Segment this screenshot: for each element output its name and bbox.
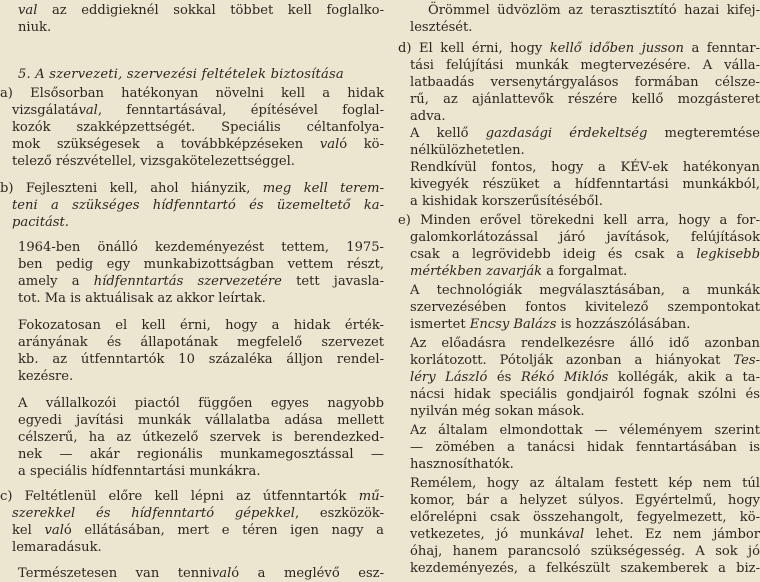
text-line: ben pedig egy munkabizottságban vettem részt, — [18, 257, 384, 272]
text-line: vizsgálatával, fenntartásával, építésével foglal- — [12, 103, 384, 118]
text-line: Az általam elmondottak — véleményem szerint — [410, 423, 760, 438]
text-line: A kellő gazdasági érdekeltség megteremtése — [410, 126, 760, 141]
text-line: kozók szakképzettségét. Speciális céltanfolya- — [12, 120, 384, 135]
text-line: latbaadás versenytárgyalásos formában célsze- — [410, 75, 760, 90]
text-line: csak a legrövidebb ideig és csak a legkisebb — [410, 247, 760, 262]
text-line: val az eddigieknél sokkal többet kell foglalko- — [18, 3, 384, 18]
text-line: kezésre. — [18, 369, 74, 384]
text-line: lemaradásuk. — [12, 540, 102, 555]
text-line: Természetesen van tennivaló a meglévő esz- — [18, 566, 384, 581]
text-line: 5. A szervezeti, szervezési feltételek biztosítása — [18, 67, 344, 82]
text-line: nek — akár regionális munkamegosztással — — [18, 447, 384, 462]
text-line: a) Elsősorban hatékonyan növelni kell a hidak — [0, 86, 384, 101]
text-line: korlátozott. Pótolják azonban a hiányokat Tes- — [410, 353, 760, 368]
text-line: telező részvétellel, vizsgakötelezettséggel. — [12, 154, 295, 169]
text-line: komor, bár a helyzet súlyos. Egyértelmű, hogy — [410, 493, 760, 508]
text-line: pacitást. — [12, 215, 69, 230]
text-line: kel való ellátásában, mert e téren igen nagy a — [12, 523, 384, 538]
text-line: Fokozatosan el kell érni, hogy a hidak érték- — [18, 318, 384, 333]
text-line: d) El kell érni, hogy kellő időben jusson a fenntar- — [398, 41, 760, 56]
text-line: tási felújítási munkák megtervezésére. A válla- — [410, 58, 760, 73]
text-line: nyilván még sokan mások. — [410, 404, 585, 419]
text-line: arányának és állapotának megfelelő szervezet — [18, 335, 384, 350]
text-line: galomkorlátozással járó javítások, felújítások — [410, 230, 760, 245]
text-line: kezdeményezés, a felkészült szakemberek a biz- — [410, 561, 760, 576]
text-line: kb. az útfenntartók 10 százaléka álljon rendel- — [18, 352, 384, 367]
text-line: Remélem, hogy az általam festett kép nem túl — [410, 476, 760, 491]
text-line: b) Fejleszteni kell, ahol hiányzik, meg kell terem- — [0, 181, 385, 196]
text-line: vetkezetes, jó munkával lehet. Ez nem jámbor — [410, 527, 760, 542]
text-line: nácsi hidak speciális gondjairól fognak szólni és — [410, 387, 760, 402]
text-line: Örömmel üdvözlöm az terasztisztító hazai kifej- — [428, 3, 760, 18]
text-line: egyedi javítási munkák vállalatba adása mellett — [18, 413, 384, 428]
text-line: szerekkel és hídfenntartó gépekkel, eszközök- — [12, 506, 384, 521]
text-line: a kishidak korszerűsítéséből. — [410, 194, 603, 209]
text-line: hasznosíthatók. — [410, 457, 514, 472]
text-line: A technológiák megválasztásában, a munkák — [410, 283, 760, 298]
text-line: kivegyék részüket a hídfenntartási munkákból, — [410, 177, 760, 192]
text-line: niuk. — [18, 20, 52, 35]
text-line: e) Minden erővel törekedni kell arra, hogy a for- — [398, 213, 760, 228]
text-line: tot. Ma is aktuálisak az akkor leírtak. — [18, 291, 266, 306]
text-line: 1964-ben önálló kezdeményezést tettem, 1975- — [18, 240, 384, 255]
text-line: előrelépni csak összehangolt, fegyelmezett, kö- — [410, 510, 760, 525]
text-line: mértékben zavarják a forgalmat. — [410, 264, 628, 279]
text-line: ismertet Encsy Balázs is hozzászólásában. — [410, 317, 691, 332]
text-line: a speciális hídfenntartási munkákra. — [18, 464, 261, 479]
text-line: célszerű, ha az útkezelő szervek is berendezked- — [18, 430, 384, 445]
text-line: adva. — [410, 109, 446, 124]
text-line: mok szükségesek a továbbképzéseken való kö- — [12, 137, 384, 152]
text-line: léry László és Rékó Miklós kollégák, akik a ta- — [410, 370, 760, 385]
text-line: Rendkívül fontos, hogy a KÉV-ek hatékonyan — [410, 160, 760, 175]
text-line: szervezésében fontos kivitelező szempontokat — [410, 300, 760, 315]
text-line: c) Feltétlenül előre kell lépni az útfenntartók mű- — [0, 489, 384, 504]
text-line: rű, az ajánlattevők részére kellő mozgásteret — [410, 92, 760, 107]
text-line: óhaj, hanem parancsoló szükségesség. A sok jó — [410, 544, 760, 559]
text-line: A vállalkozói piactól függően egyes nagyobb — [18, 396, 384, 411]
text-line: — zömében a tanácsi hidak fenntartásában is — [410, 440, 760, 455]
text-line: amely a hídfenntartás szervezetére tett javasla- — [18, 274, 385, 289]
text-line: Az előadásra rendelkezésre álló idő azonban — [410, 336, 760, 351]
text-line: lesztését. — [410, 20, 473, 35]
text-line: teni a szükséges hídfenntartó és üzemeltető ka- — [12, 198, 384, 213]
text-line: nélkülözhetetlen. — [410, 143, 525, 158]
